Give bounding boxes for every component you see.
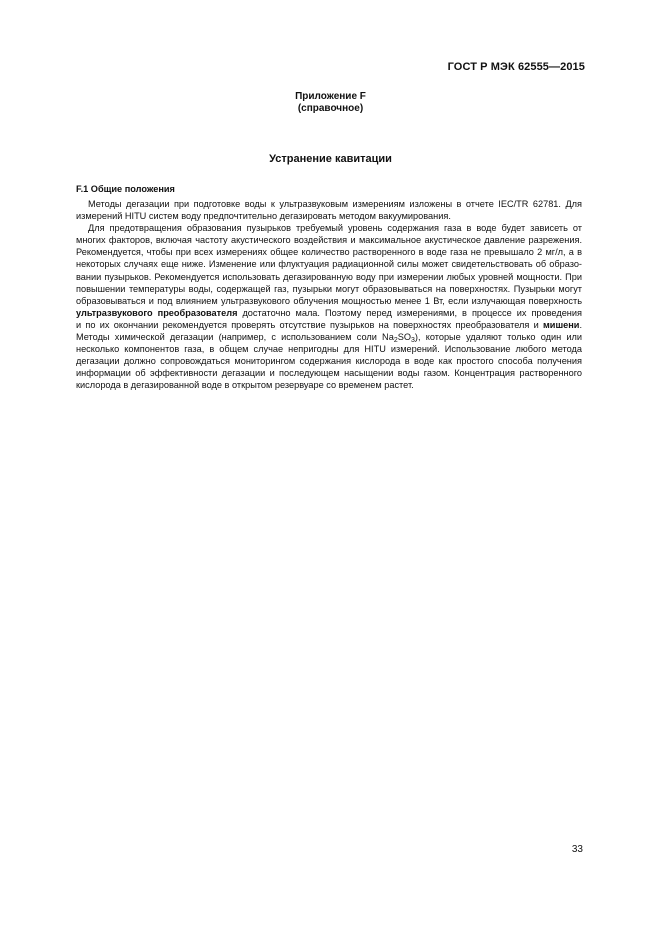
paragraph-line: некоторых случаях еще ниже. Изменение или флуктуация радиационной силы может свидетельствовать об образо- xyxy=(76,259,582,270)
standard-code: ГОСТ Р МЭК 62555—2015 xyxy=(447,61,585,73)
line-text: . xyxy=(579,319,582,330)
paragraph-line: информации об эффективности дегазации и последующем насыщении воды газом. Концентрация растворенного xyxy=(76,368,582,379)
line-text: Методы химической дегазации (например, с использованием соли Na xyxy=(76,332,394,343)
paragraph-line: образовываться и под влиянием ультразвукового облучения мощностью менее 1 Вт, если излучающая поверхность xyxy=(76,295,582,306)
bold-term: мишени xyxy=(543,319,580,330)
annex-kind: (справочное) xyxy=(297,103,364,114)
bold-term: ультразвукового преобразователя xyxy=(76,307,238,318)
subscript: 3 xyxy=(411,337,415,345)
subscript: 2 xyxy=(393,337,398,345)
paragraph-line xyxy=(76,307,582,319)
body-text xyxy=(76,198,582,392)
paragraph-line: дегазации должно сопровождаться мониторингом содержания кислорода в воде как простого способа получения xyxy=(76,356,582,367)
paragraph-line: Рекомендуется, чтобы при всех измерениях общее количество растворенного в воде газа не превышало 2 мг/л, а в xyxy=(76,247,582,258)
paragraph-line xyxy=(76,331,582,343)
page-number: 33 xyxy=(571,844,583,855)
annex-title: Приложение F xyxy=(295,91,366,102)
paragraph-line: Методы дегазации при подготовке воды к ультразвуковым измерениям изложены в отчете IEC/TR 62781. Для xyxy=(88,199,582,209)
paragraph-line: повышении температуры воды, содержащей газ, пузырьки могут образовываться на поверхностях. Пузырьки могут xyxy=(76,283,582,294)
paragraph-line xyxy=(76,319,582,331)
line-text: достаточно мала. Поэтому перед измерениями, в процессе их проведения xyxy=(237,307,582,318)
paragraph-line: вании пузырьков. Рекомендуется использовать дегазированную воду при измерении любых уровней мощности. При xyxy=(76,271,582,282)
line-text: ), которые удаляют только один или xyxy=(414,332,582,343)
line-text: и по их окончании рекомендуется проверять отсутствие пузырьков на поверхностях преобразователя и xyxy=(76,319,544,330)
subsection-title: F.1 Общие положения xyxy=(76,184,175,194)
paragraph-line: Для предотвращения образования пузырьков требуемый уровень содержания газа в воде будет зависеть от xyxy=(88,223,582,234)
paragraph-line: кислорода в дегазированной воде в открытом резервуаре со временем растет. xyxy=(76,380,414,391)
paragraph-line: измерений HITU систем воду предпочтительно дегазировать методом вакуумирования. xyxy=(76,211,451,222)
paragraph-line: многих факторов, включая частоту акустического воздействия и максимальное акустическое давление разрежения. xyxy=(76,235,582,246)
paragraph-line: несколько компонентов газа, в общем случае непригодны для HITU измерений. Использование любого метода xyxy=(76,344,582,355)
line-text: SO xyxy=(397,332,411,343)
section-title: Устранение кавитации xyxy=(269,153,392,165)
